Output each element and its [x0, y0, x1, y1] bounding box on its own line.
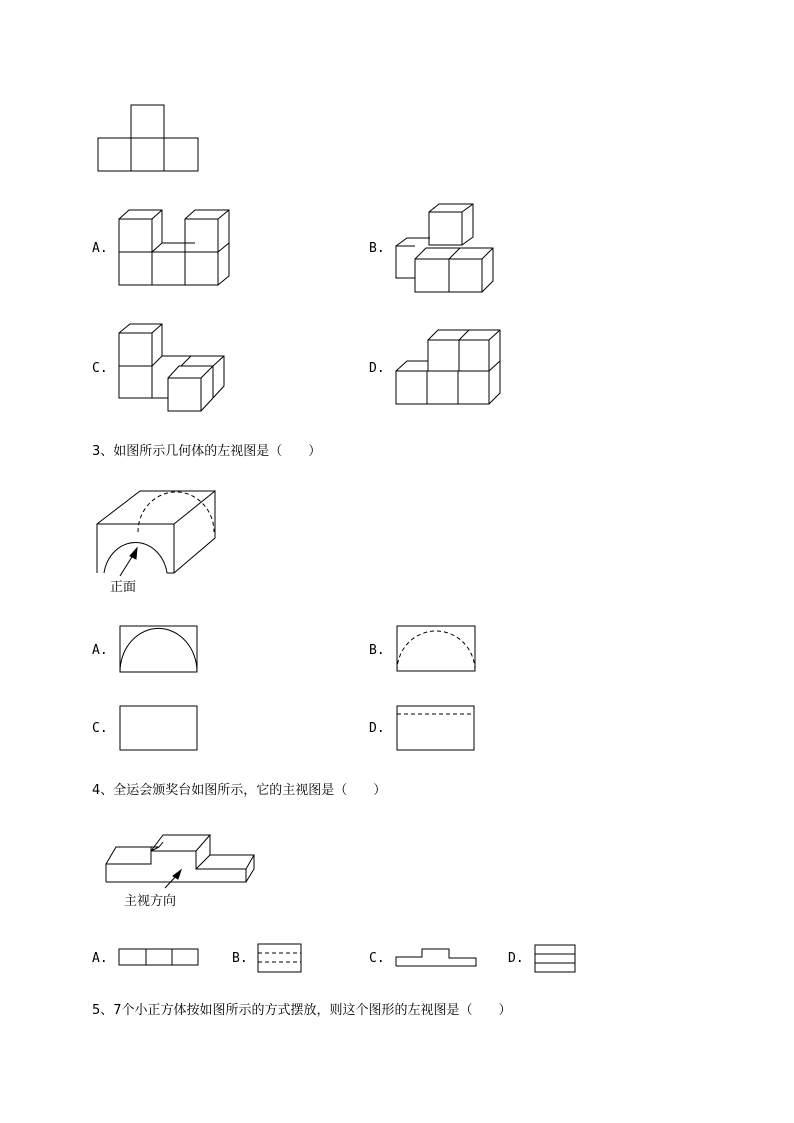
q4-view-direction-caption: 主视方向 — [124, 894, 177, 909]
q3-option-b-label: B. — [369, 643, 385, 658]
q4-option-b-label: B. — [232, 951, 248, 966]
question-5-text: 5、7个小正方体按如图所示的方式摆放，则这个图形的左视图是（ ） — [92, 1003, 512, 1018]
q3-front-caption: 正面 — [110, 580, 137, 595]
q2-option-c-label: C. — [92, 361, 108, 376]
q3-option-a-label: A. — [92, 643, 108, 658]
q4-option-a-label: A. — [92, 951, 108, 966]
q4-option-d-label: D. — [508, 951, 524, 966]
q2-option-d-label: D. — [369, 361, 385, 376]
q2-option-b-label: B. — [369, 241, 385, 256]
q3-option-d-label: D. — [369, 721, 385, 736]
q4-option-c-label: C. — [369, 951, 385, 966]
q2-option-a-label: A. — [92, 241, 108, 256]
q3-option-c-label: C. — [92, 721, 108, 736]
question-3-text: 3、如图所示几何体的左视图是（ ） — [92, 444, 322, 459]
question-4-text: 4、全运会颁奖台如图所示，它的主视图是（ ） — [92, 783, 387, 798]
